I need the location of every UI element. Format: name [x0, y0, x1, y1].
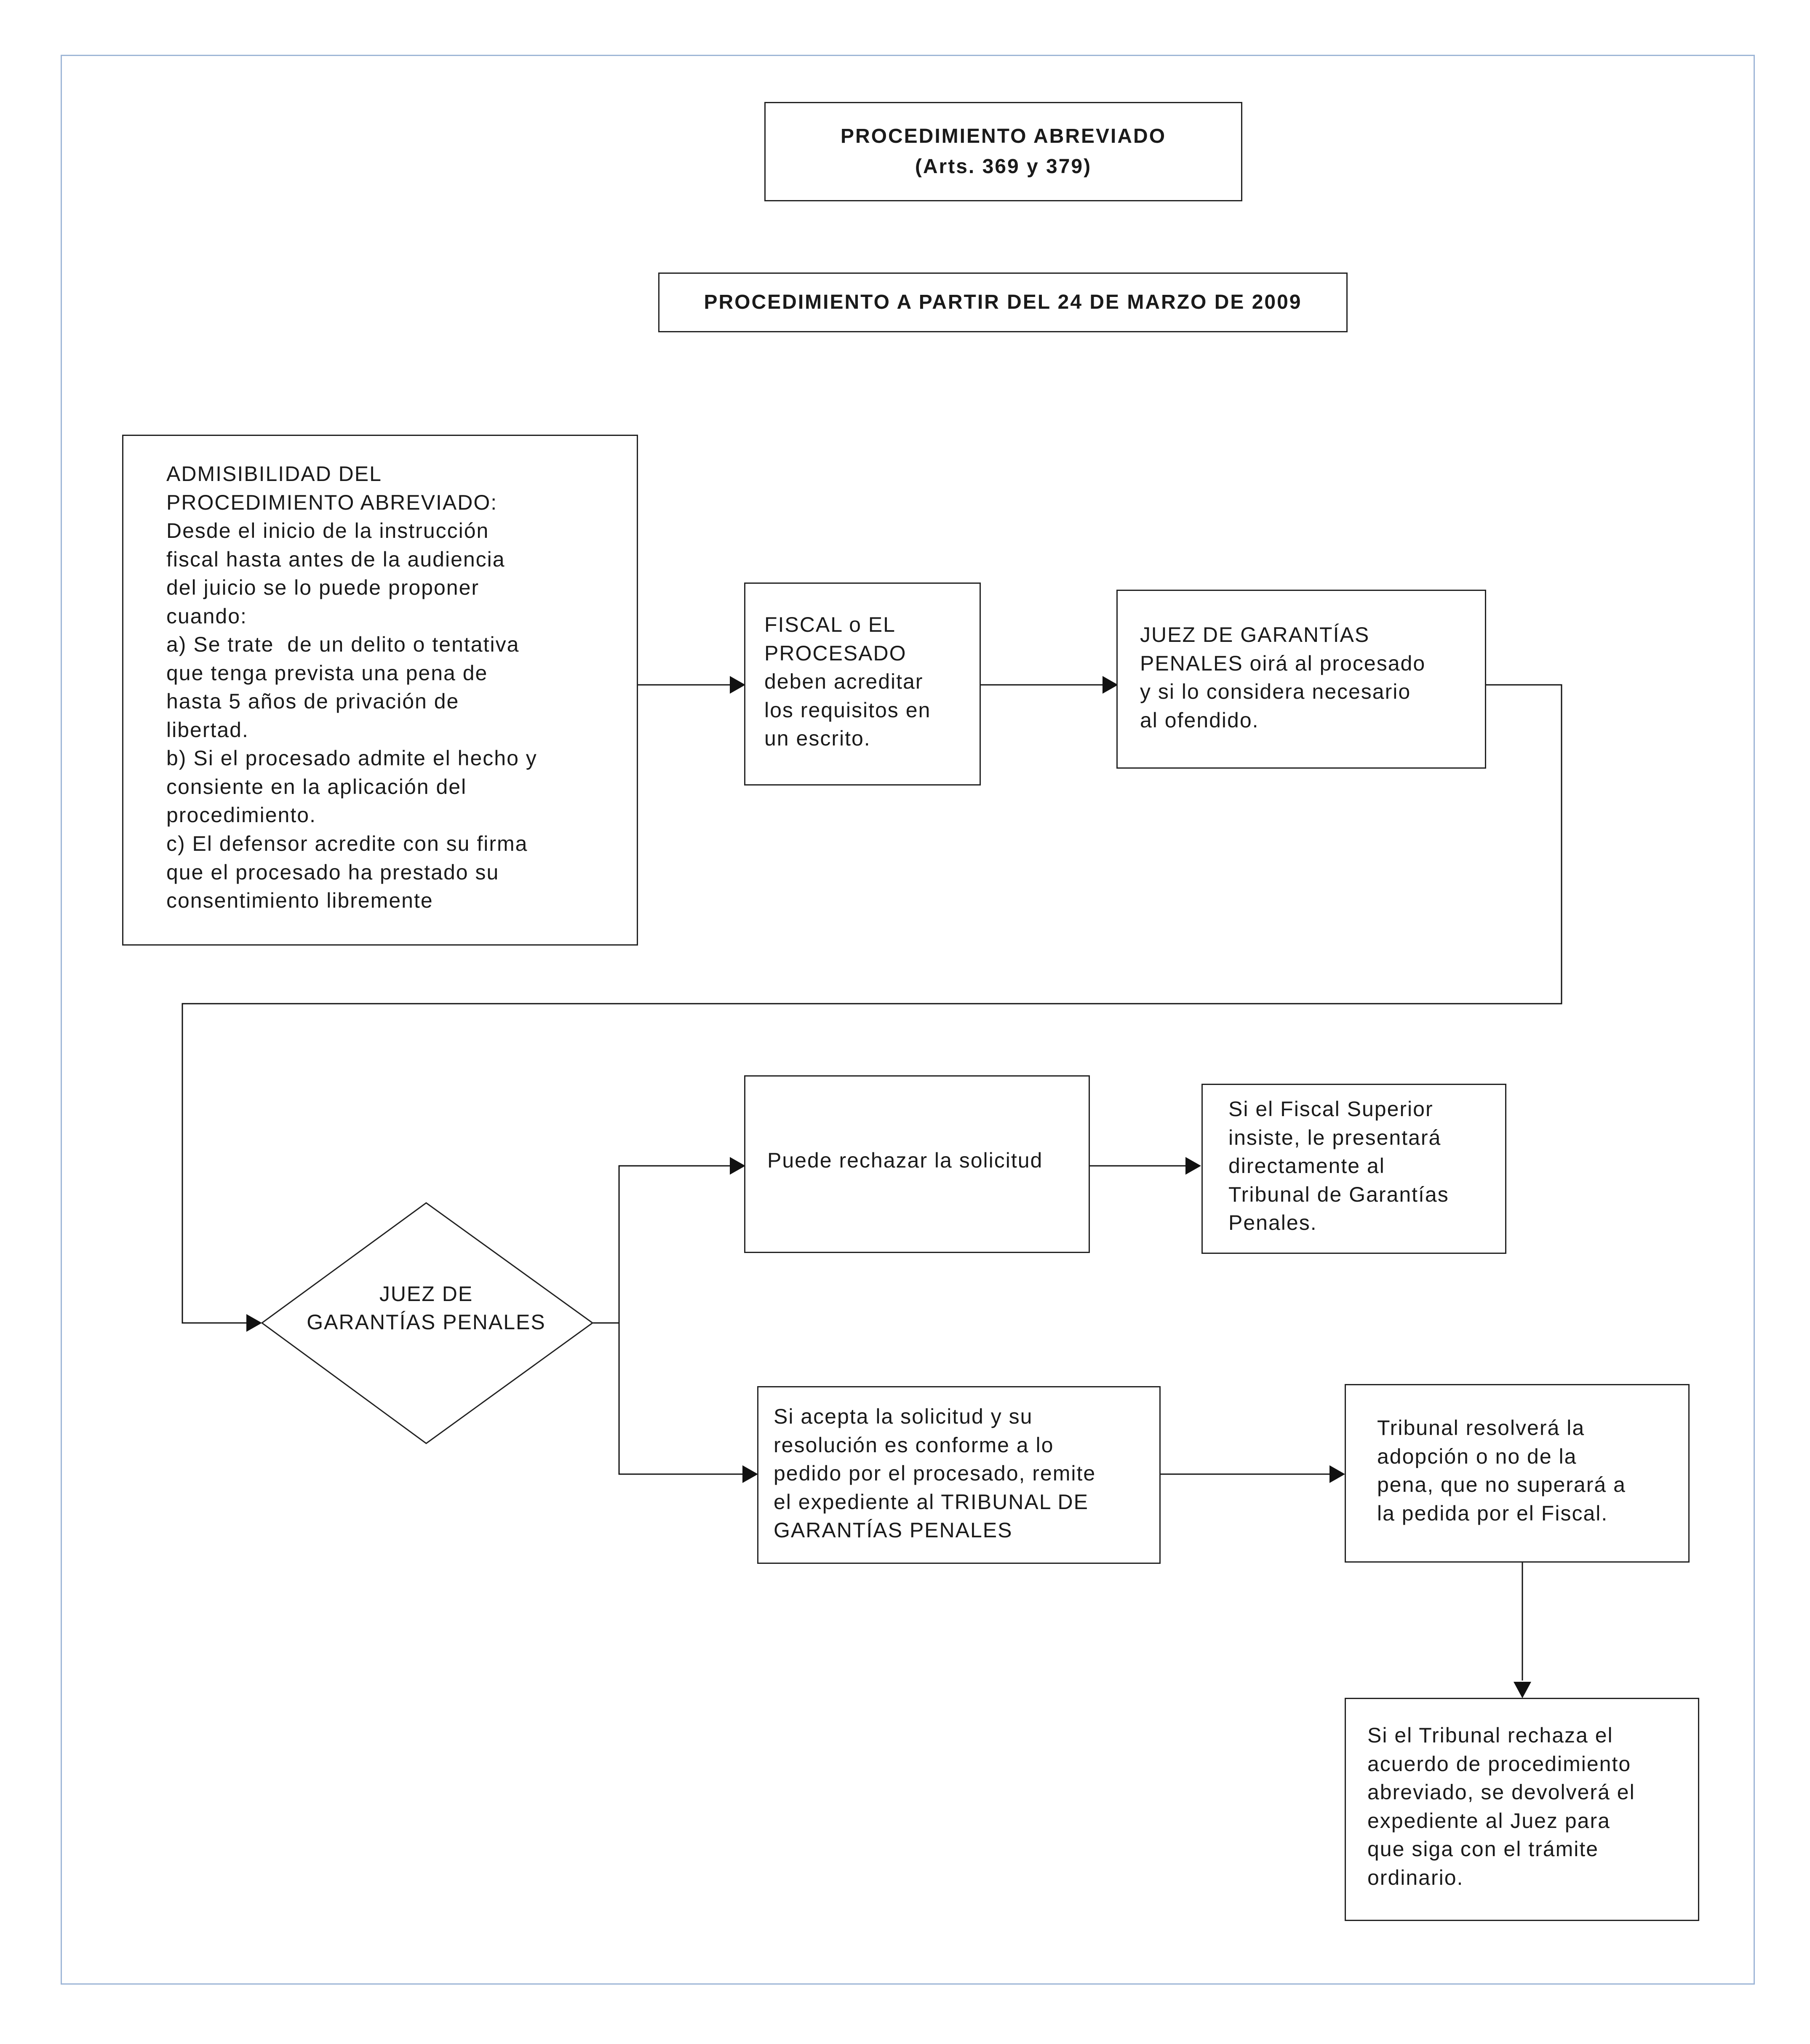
tribunal-reject-text: Si el Tribunal rechaza el acuerdo de procedimiento abreviado, se devolverá el expediente al Juez para que siga con el trámite ordinario.: [1367, 1723, 1635, 1889]
arrowhead-reject: [730, 1157, 745, 1175]
arrowhead-decision: [246, 1314, 262, 1332]
page-title: PROCEDIMIENTO ABREVIADO: [840, 125, 1167, 147]
reject-box-text: Puede rechazar la solicitud: [767, 1149, 1043, 1172]
condition-b: b) Si el procesado admite el hecho y consiente en la aplicación del procedimiento.: [166, 746, 537, 827]
accept-box-text: Si acepta la solicitud y su resolución es conforme a lo pedido por el procesado, remite el expediente al TRIBUNAL DE GARANTÍAS PENALES: [774, 1405, 1096, 1542]
arrowhead-fiscal-superior: [1185, 1157, 1201, 1175]
title-box: [764, 102, 1242, 201]
condition-a: a) Se trate de un delito o tentativa que tenga prevista una pena de hasta 5 años de privación de libertad.: [166, 633, 520, 742]
admisibilidad-heading: ADMISIBILIDAD DEL PROCEDIMIENTO ABREVIADO:: [166, 462, 498, 514]
tribunal-box-text: Tribunal resolverá la adopción o no de la pena, que no superará a la pedida por el Fiscal.: [1377, 1416, 1626, 1525]
fiscal-superior-text: Si el Fiscal Superior insiste, le presentará directamente al Tribunal de Garantías Penales.: [1228, 1097, 1449, 1234]
subtitle-box: [658, 273, 1348, 332]
connector-decision-accept: [619, 1323, 743, 1474]
page-subtitle: PROCEDIMIENTO A PARTIR DEL 24 DE MARZO DE 2009: [704, 291, 1302, 313]
connector-decision-branch: [593, 1166, 731, 1323]
arrowhead-juez: [1103, 676, 1118, 694]
arrowhead-fiscal: [730, 676, 745, 694]
admisibilidad-intro: Desde el inicio de la instrucción fiscal hasta antes de la audiencia del juicio se lo puede proponer cuando:: [166, 519, 505, 628]
arrowhead-accept: [742, 1465, 758, 1483]
condition-c: c) El defensor acredite con su firma que el procesado ha prestado su consentimiento libremente: [166, 832, 528, 912]
arrowhead-tribunal-reject: [1514, 1682, 1531, 1698]
decision-label: JUEZ DE GARANTÍAS PENALES: [307, 1282, 546, 1334]
arrowhead-tribunal: [1329, 1465, 1345, 1483]
fiscal-box-text: FISCAL o EL PROCESADO deben acreditar los requisitos en un escrito.: [764, 613, 931, 750]
articles-reference: (Arts. 369 y 379): [915, 155, 1092, 178]
juez-box-text: JUEZ DE GARANTÍAS PENALES oirá al procesado y si lo considera necesario al ofendido.: [1140, 623, 1426, 732]
